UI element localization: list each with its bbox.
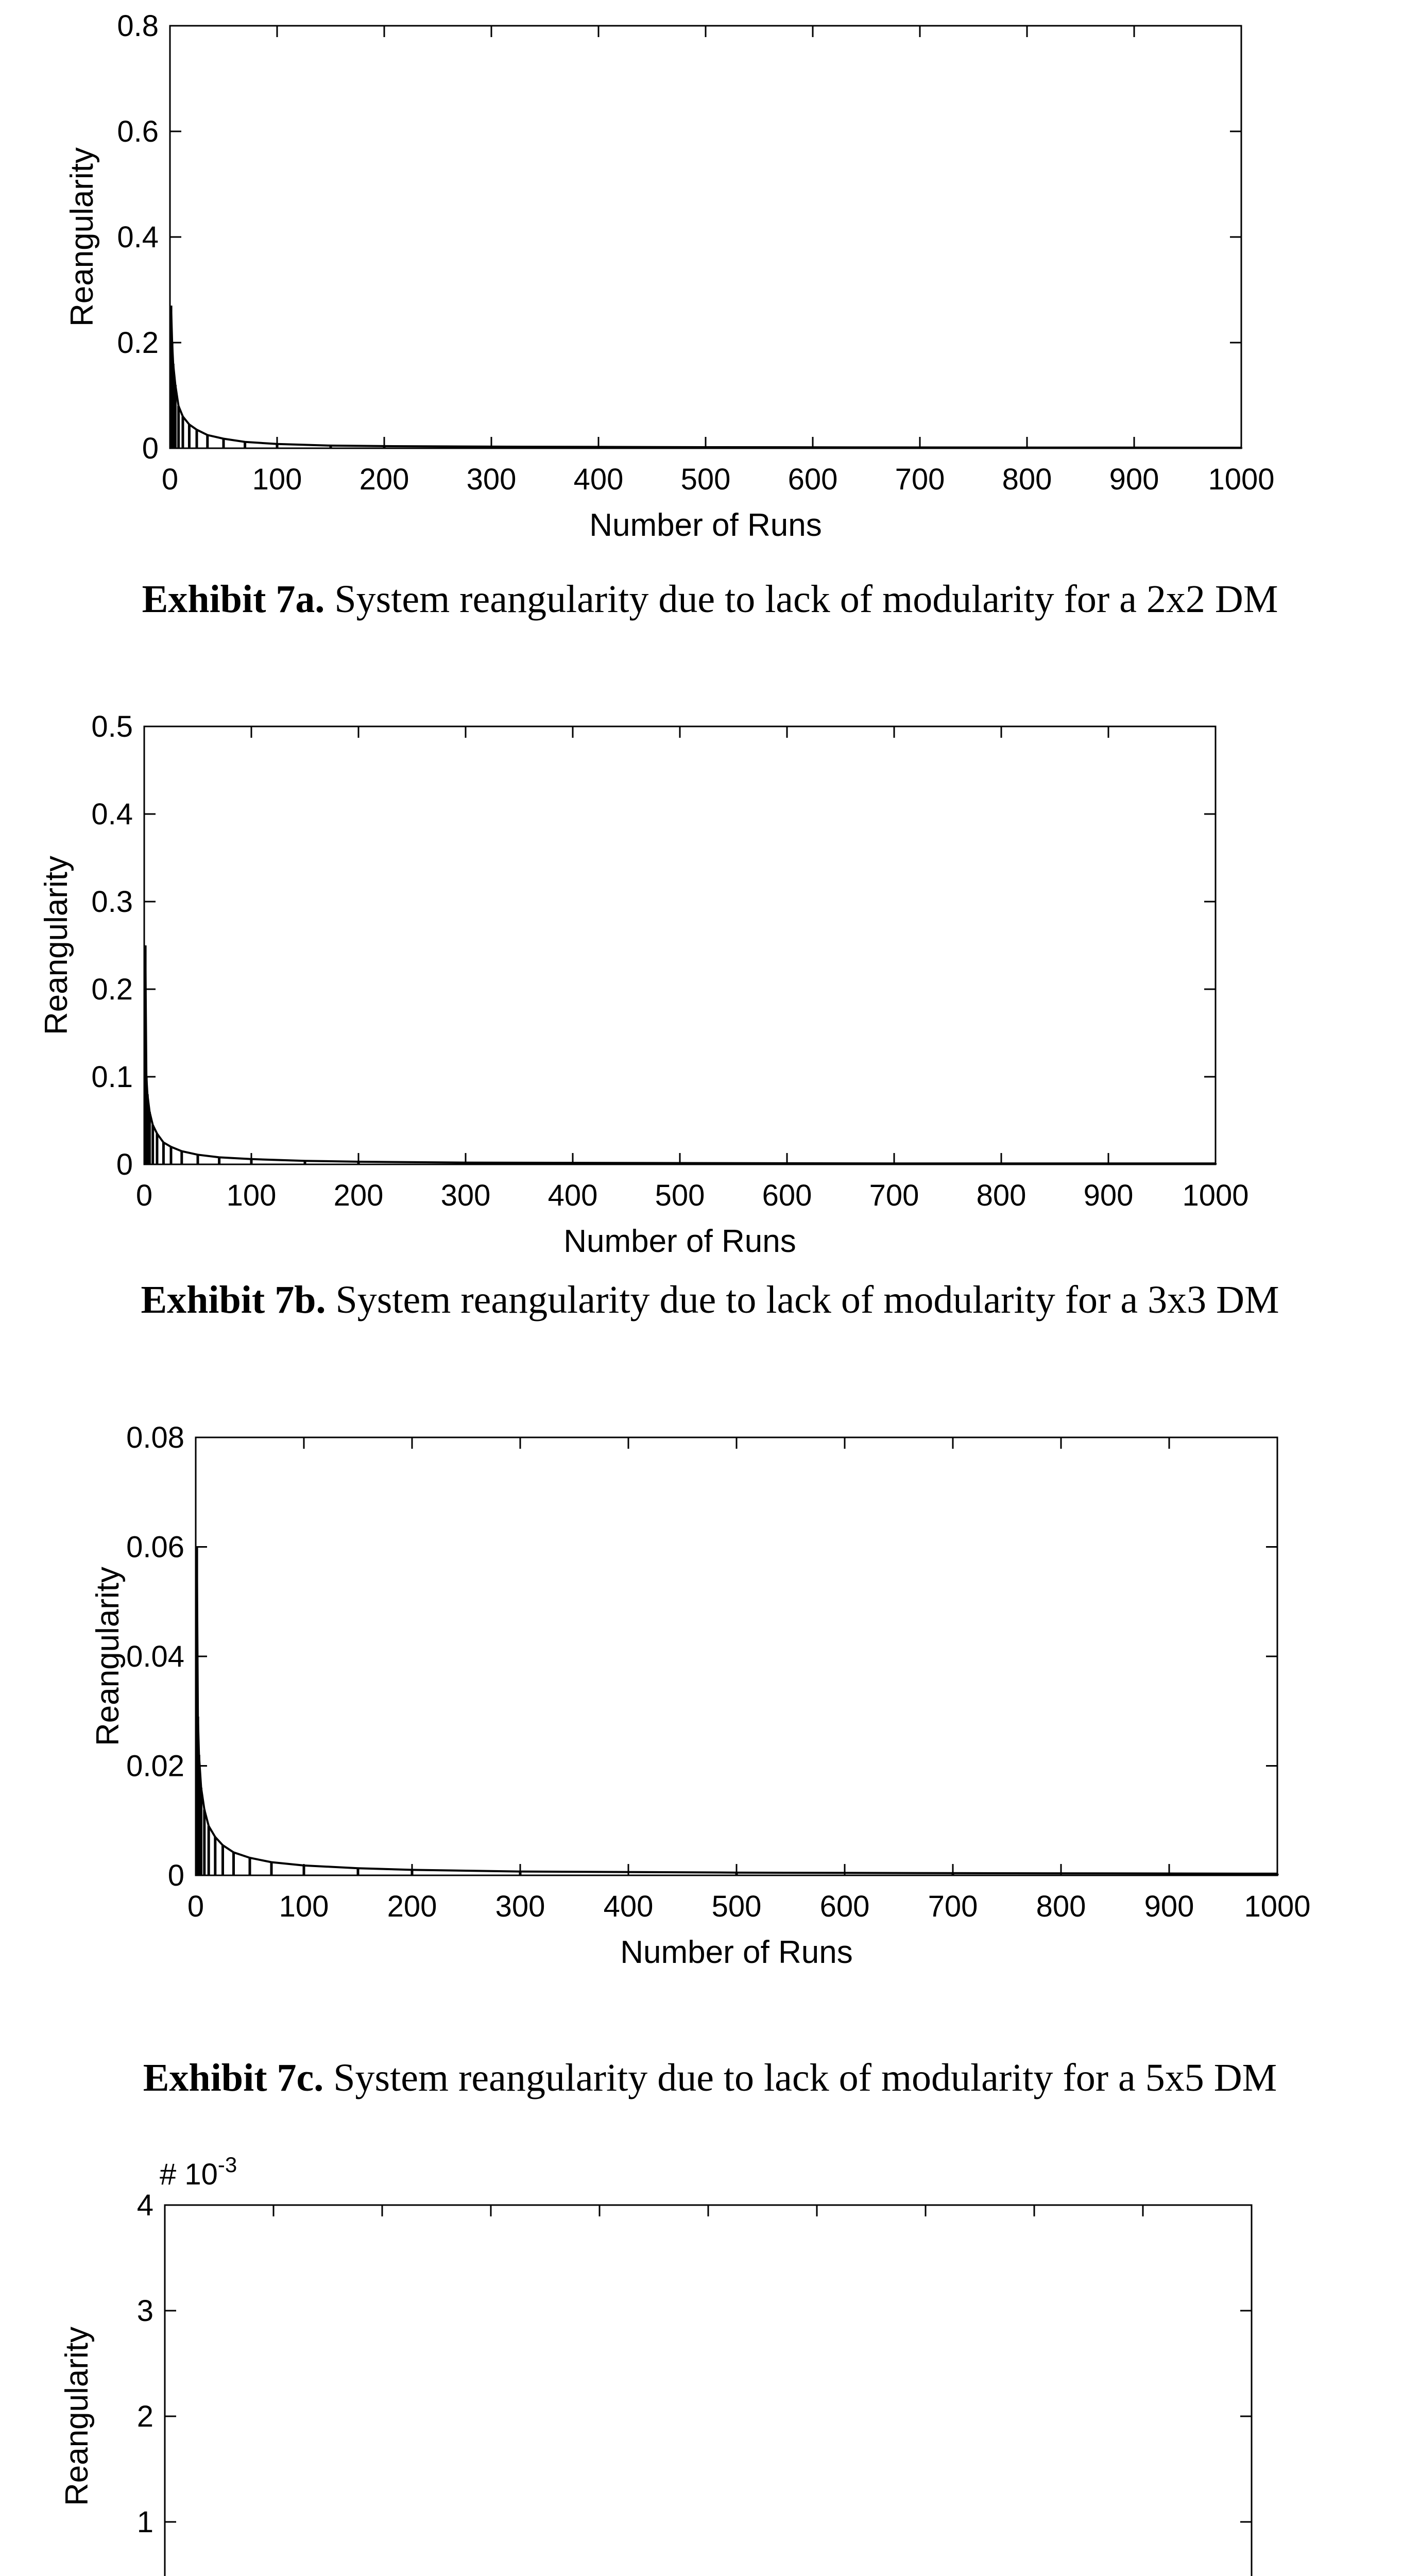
data-bar [206,435,209,448]
x-axis-label: Number of Runs [563,1224,796,1259]
y-axis-label: Reangularity [90,1566,126,1747]
data-bar [162,1143,165,1165]
y-tick-label: 0.5 [91,710,133,743]
x-tick-label: 400 [573,463,624,496]
x-tick-label: 1000 [1244,1890,1311,1923]
x-tick-label: 0 [187,1890,204,1923]
x-axis-label: Number of Runs [620,1935,853,1970]
data-bar [208,1826,210,1875]
x-tick-label: 300 [495,1890,545,1923]
data-bar [181,417,184,449]
y-exponent-power: -3 [217,2153,237,2177]
data-bar [196,430,198,448]
data-bar [180,1151,183,1165]
x-tick-label: 0 [161,463,179,496]
data-bar [197,1155,199,1164]
y-tick-label: 0.02 [126,1749,184,1783]
chart-7d [0,2061,1420,2576]
y-tick-label: 0.3 [91,885,133,919]
y-tick-label: 2 [136,2400,153,2433]
caption-text: System reangularity due to lack of modularity for a 5x5 DM [323,2056,1277,2099]
y-tick-label: 3 [136,2294,153,2328]
caption-label: Exhibit 7b. [141,1278,326,1321]
plot-frame [170,26,1241,448]
data-bar [270,1862,273,1876]
caption-7b [0,1278,1420,1323]
data-bar [203,1810,206,1876]
y-tick-label: 0.8 [117,9,159,43]
x-tick-label: 700 [869,1179,919,1212]
y-tick-label: 0.04 [126,1640,184,1673]
y-tick-label: 0.06 [126,1530,184,1564]
x-tick-label: 1000 [1208,463,1275,496]
x-tick-label: 1000 [1182,1179,1249,1212]
x-tick-label: 600 [788,463,838,496]
x-tick-label: 700 [895,463,945,496]
x-tick-label: 500 [655,1179,705,1212]
data-bar [156,1134,158,1165]
y-tick-label: 0.4 [117,221,159,254]
chart-7a [0,0,1420,551]
data-bar [170,1147,173,1164]
y-tick-label: 1 [136,2505,153,2539]
x-tick-label: 100 [279,1890,329,1923]
x-tick-label: 500 [680,463,731,496]
y-tick-label: 0.1 [91,1060,133,1094]
x-tick-label: 500 [711,1890,762,1923]
x-tick-label: 800 [976,1179,1026,1212]
data-bar [232,1852,235,1875]
x-tick-label: 900 [1109,463,1159,496]
chart-7b [0,701,1420,1267]
x-tick-label: 100 [252,463,302,496]
data-bar [223,439,225,448]
x-tick-label: 300 [440,1179,491,1212]
y-axis-label: Reangularity [64,147,100,327]
y-tick-label: 4 [136,2189,153,2222]
y-axis-label: Reangularity [59,2326,95,2506]
plot-frame [144,726,1216,1164]
x-tick-label: 700 [928,1890,978,1923]
x-axis-label: Number of Runs [589,507,822,543]
data-series-line [197,1547,1277,1874]
x-tick-label: 800 [1002,463,1052,496]
data-bar [249,1858,251,1875]
data-bar [303,1866,305,1875]
data-bar [177,406,180,448]
y-tick-label: 0.08 [126,1421,184,1454]
x-tick-label: 400 [548,1179,598,1212]
x-tick-label: 600 [762,1179,812,1212]
plot-frame [196,1437,1277,1875]
caption-text: System reangularity due to lack of modularity for a 3x3 DM [326,1278,1279,1321]
y-tick-label: 0 [142,432,159,465]
caption-label: Exhibit 7c. [143,2056,324,2099]
x-tick-label: 200 [359,463,409,496]
x-tick-label: 800 [1036,1890,1086,1923]
y-tick-label: 0.2 [91,973,133,1006]
y-tick-label: 0 [116,1148,133,1181]
x-tick-label: 900 [1083,1179,1134,1212]
data-series-line [171,306,1241,448]
data-bar [214,1837,216,1875]
data-bar [200,1788,202,1875]
x-tick-label: 200 [333,1179,384,1212]
x-tick-label: 600 [819,1890,870,1923]
x-tick-label: 300 [466,463,517,496]
caption-text: System reangularity due to lack of modularity for a 2x2 DM [324,578,1278,621]
y-tick-label: 0.6 [117,115,159,148]
caption-label: Exhibit 7a. [142,578,325,621]
y-tick-label: 0 [167,1859,184,1892]
y-exponent-label: # $10^{-3}$ [160,2153,237,2191]
x-tick-label: 900 [1144,1890,1194,1923]
data-series-line [145,945,1216,1163]
plot-frame [165,2205,1252,2576]
data-bar [151,1125,154,1165]
x-tick-label: 100 [226,1179,277,1212]
caption-7a [0,577,1420,622]
y-tick-label: 0.4 [91,798,133,831]
x-tick-label: 0 [135,1179,153,1212]
data-bar [188,425,191,448]
y-tick-label: 0.2 [117,326,159,360]
chart-7c [0,1412,1420,1984]
y-axis-label: Reangularity [39,855,74,1036]
x-tick-label: 400 [603,1890,654,1923]
data-bar [357,1868,360,1875]
data-bar [221,1845,224,1875]
x-tick-label: 200 [387,1890,437,1923]
